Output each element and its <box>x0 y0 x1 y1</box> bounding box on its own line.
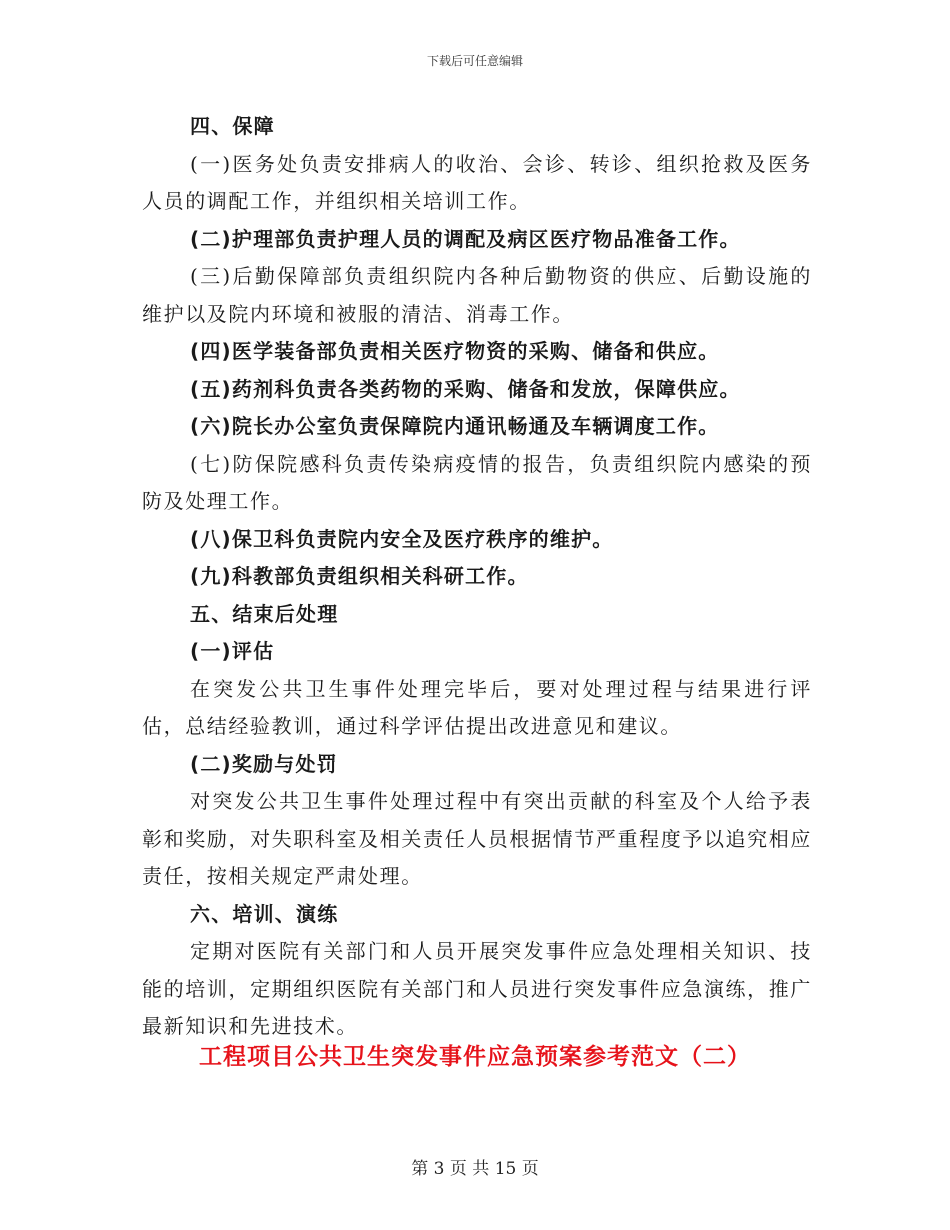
paragraph: (八)保卫科负责院内安全及医疗秩序的维护。 <box>190 526 614 551</box>
paragraph: (一)医务处负责安排病人的收治、会诊、转诊、组织抢救及医务人员的调配工作，并组织相关培训工作。 <box>142 151 812 213</box>
section-heading-4: 四、保障 <box>190 114 275 138</box>
paragraph: 定期对医院有关部门和人员开展突发事件应急处理相关知识、技能的培训，定期组织医院有关部门和人员进行突发事件应急演练，推广最新知识和先进技术。 <box>142 939 812 1038</box>
paragraph: (五)药剂科负责各类药物的采购、储备和发放，保障供应。 <box>190 376 741 401</box>
page-number: 第 3 页 共 15 页 <box>411 1159 539 1179</box>
paragraph: (七)防保院感科负责传染病疫情的报告，负责组织院内感染的预防及处理工作。 <box>142 451 812 513</box>
subheading-evaluation: (一)评估 <box>190 639 275 663</box>
section-heading-6: 六、培训、演练 <box>190 901 339 926</box>
page-header: 下载后可任意编辑 <box>426 54 523 68</box>
document-title: 工程项目公共卫生突发事件应急预案参考范文（二） <box>199 1044 751 1070</box>
paragraph: (九)科教部负责组织相关科研工作。 <box>190 564 529 588</box>
document-body <box>142 108 812 1046</box>
paragraph: 在突发公共卫生事件处理完毕后，要对处理过程与结果进行评估，总结经验教训，通过科学评估提出改进意见和建议。 <box>142 676 812 738</box>
paragraph: (六)院长办公室负责保障院内通讯畅通及车辆调度工作。 <box>190 414 720 438</box>
paragraph: (四)医学装备部负责相关医疗物资的采购、储备和供应。 <box>190 339 720 363</box>
subheading-rewards: (二)奖励与处罚 <box>190 751 338 776</box>
paragraph: 对突发公共卫生事件处理过程中有突出贡献的科室及个人给予表彰和奖励，对失职科室及相关责任人员根据情节严重程度予以追究相应责任，按相关规定严肃处理。 <box>142 789 812 888</box>
paragraph: (三)后勤保障部负责组织院内各种后勤物资的供应、后勤设施的维护以及院内环境和被服的清洁、消毒工作。 <box>142 264 812 326</box>
paragraph: (二)护理部负责护理人员的调配及病区医疗物品准备工作。 <box>190 226 741 251</box>
section-heading-5: 五、结束后处理 <box>190 601 339 626</box>
